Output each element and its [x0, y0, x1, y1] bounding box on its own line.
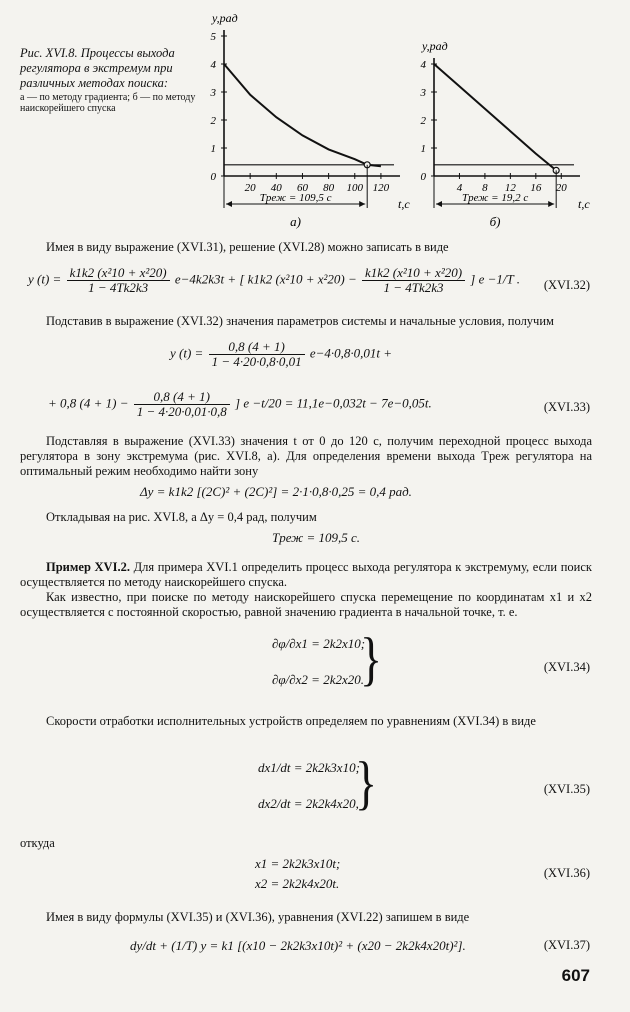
chart-panel-a — [210, 11, 411, 229]
treg-arrowhead-left — [436, 201, 442, 207]
paragraph-5: Как известно, при поиске по методу наискорейшего спуска перемещение по координатам x1 и x2 осуществляется с постоянной скоростью, равной значению градиента в начальной точке, т. е. — [20, 590, 592, 619]
y-tick-label: 0 — [210, 171, 216, 183]
equation-xvi-36-1: x1 = 2k2k3x10t; — [255, 856, 341, 871]
x-tick-label: 80 — [323, 182, 335, 194]
treg-arrowhead-right — [548, 201, 554, 207]
equation-xvi-36-2: x2 = 2k2k4x20t. — [255, 876, 340, 891]
example-xvi-2 — [20, 560, 592, 590]
caption-title: Рис. XVI.8. Процессы выхода регулятора в экстремум при различных методах поиска: — [20, 46, 175, 90]
y-axis-label: y,рад — [212, 11, 238, 25]
example-text: Для примера XVI.1 определить процесс выхода регулятора к экстремуму, если поиск осуществляется по методу наискорейшего спуска. — [20, 560, 592, 589]
y-axis-label: y,рад — [422, 39, 448, 53]
y-tick-label: 1 — [210, 143, 216, 155]
equation-brace-34: } — [360, 625, 383, 692]
paragraph-6: Скорости отработки исполнительных устройств определяем по уравнениям (XVI.34) в виде — [46, 714, 536, 728]
t-axis-label: t,c — [578, 197, 590, 211]
paragraph-8: Имея в виду формулы (XVI.35) и (XVI.36), уравнения (XVI.22) запишем в виде — [46, 910, 470, 924]
panel-label: а) — [290, 214, 302, 229]
treg-arrowhead-right — [359, 201, 365, 207]
y-tick-label: 4 — [210, 59, 216, 71]
x-tick-label: 40 — [270, 182, 282, 194]
treg-label: Tреж = 109,5 c — [259, 192, 332, 204]
paragraph-7: откуда — [20, 836, 55, 850]
x-tick-label: 20 — [244, 182, 256, 194]
equation-xvi-34-2: ∂φ/∂x2 = 2k2x20. — [272, 672, 364, 687]
y-tick-label: 2 — [420, 115, 426, 127]
y-tick-label: 3 — [420, 87, 426, 99]
x-tick-label: 120 — [372, 182, 390, 194]
y-tick-label: 1 — [420, 143, 426, 155]
paragraph-4: Откладывая на рис. XVI.8, а Δy = 0,4 рад, получим — [46, 510, 317, 524]
example-title: Пример XVI.2. — [46, 560, 130, 574]
y-tick-label: 2 — [210, 115, 216, 127]
treg-label: Tреж = 19,2 c — [461, 192, 529, 204]
equation-number-37: (XVI.37) — [543, 938, 590, 952]
chart-panel-b — [420, 39, 591, 229]
paragraph-3: Подставляя в выражение (XVI.33) значения t от 0 до 120 с, получим переходной процесс выхода регулятора в зону экстремума (рис. XVI.8, а). Для определения времени выхода Tреж регулятора на оптимальный режим необходимо найти зону — [20, 434, 592, 478]
equation-brace-35: } — [355, 749, 378, 816]
equation-xvi-35-2: dx2/dt = 2k2k4x20, — [258, 796, 359, 811]
x-tick-label: 8 — [482, 182, 488, 194]
equation-xvi-33-line2: + 0,8 (4 + 1) − $\frac{0,8 (4 + 1)}{1 - 4\cdot 20\cdot 0,01\cdot 0,8}$ ] e −t/20 = 11,1e−0,032t − 7e−0,05t. — [48, 389, 432, 419]
equation-number-34: (XVI.34) — [543, 660, 590, 674]
equation-delta-y: Δy = k1k2 [(2C)² + (2C)²] = 2·1·0,8·0,25 = 0,4 рад. — [140, 484, 412, 499]
paragraph-2: Подставив в выражение (XVI.32) значения параметров системы и начальные условия, получим — [46, 314, 554, 328]
equation-xvi-34-1: ∂φ/∂x1 = 2k2x10; — [272, 636, 366, 651]
caption-legend: а — по методу градиента; б — по методу наискорейшего спуска — [20, 92, 196, 114]
t-axis-label: t,c — [398, 197, 410, 211]
equation-xvi-35-1: dx1/dt = 2k2k3x10; — [258, 760, 360, 775]
equation-xvi-33-line1: y (t) = $\frac{0,8 (4 + 1)}{1 - 4\cdot 20\cdot 0,8\cdot 0,01}$ e−4·0,8·0,01t + — [170, 339, 393, 369]
panel-label: б) — [489, 214, 501, 229]
response-curve — [224, 64, 381, 166]
x-tick-label: 60 — [296, 182, 308, 194]
x-tick-label: 4 — [456, 182, 463, 194]
y-tick-label: 5 — [210, 31, 216, 43]
equation-xvi-37: dy/dt + (1/T) y = k1 [(x10 − 2k2k3x10t)² + (x20 − 2k2k4x20t)²]. — [130, 938, 466, 953]
treg-arrowhead-left — [226, 201, 232, 207]
equation-t-reg: Tреж = 109,5 с. — [272, 530, 361, 545]
equation-number-33: (XVI.33) — [543, 400, 590, 414]
y-tick-label: 3 — [210, 87, 216, 99]
x-tick-label: 16 — [530, 182, 542, 194]
equation-xvi-32: y (t) = $\frac{\text{k1k2 (x²10 + x²20)}}{1 - 4Tk2k3}$ e−4k2k3t + [ k1k2 (x²10 + x²20) − $\frac{\text{k1k2 (x²10 + x²20)}}{1 - 4Tk2k3}$ ] e −1/T . — [28, 265, 521, 295]
response-curve — [434, 64, 556, 170]
equation-number-36: (XVI.36) — [543, 866, 590, 880]
page-number: 607 — [561, 966, 590, 985]
x-tick-label: 12 — [504, 182, 516, 194]
y-tick-label: 0 — [420, 171, 426, 183]
equation-number-35: (XVI.35) — [543, 782, 590, 796]
figure-xvi-8 — [0, 0, 630, 240]
paragraph-1: Имея в виду выражение (XVI.31), решение (XVI.28) можно записать в виде — [46, 240, 449, 254]
equation-number-32: (XVI.32) — [543, 278, 590, 292]
x-tick-label: 100 — [346, 182, 364, 194]
x-tick-label: 20 — [555, 182, 567, 194]
y-tick-label: 4 — [420, 59, 426, 71]
